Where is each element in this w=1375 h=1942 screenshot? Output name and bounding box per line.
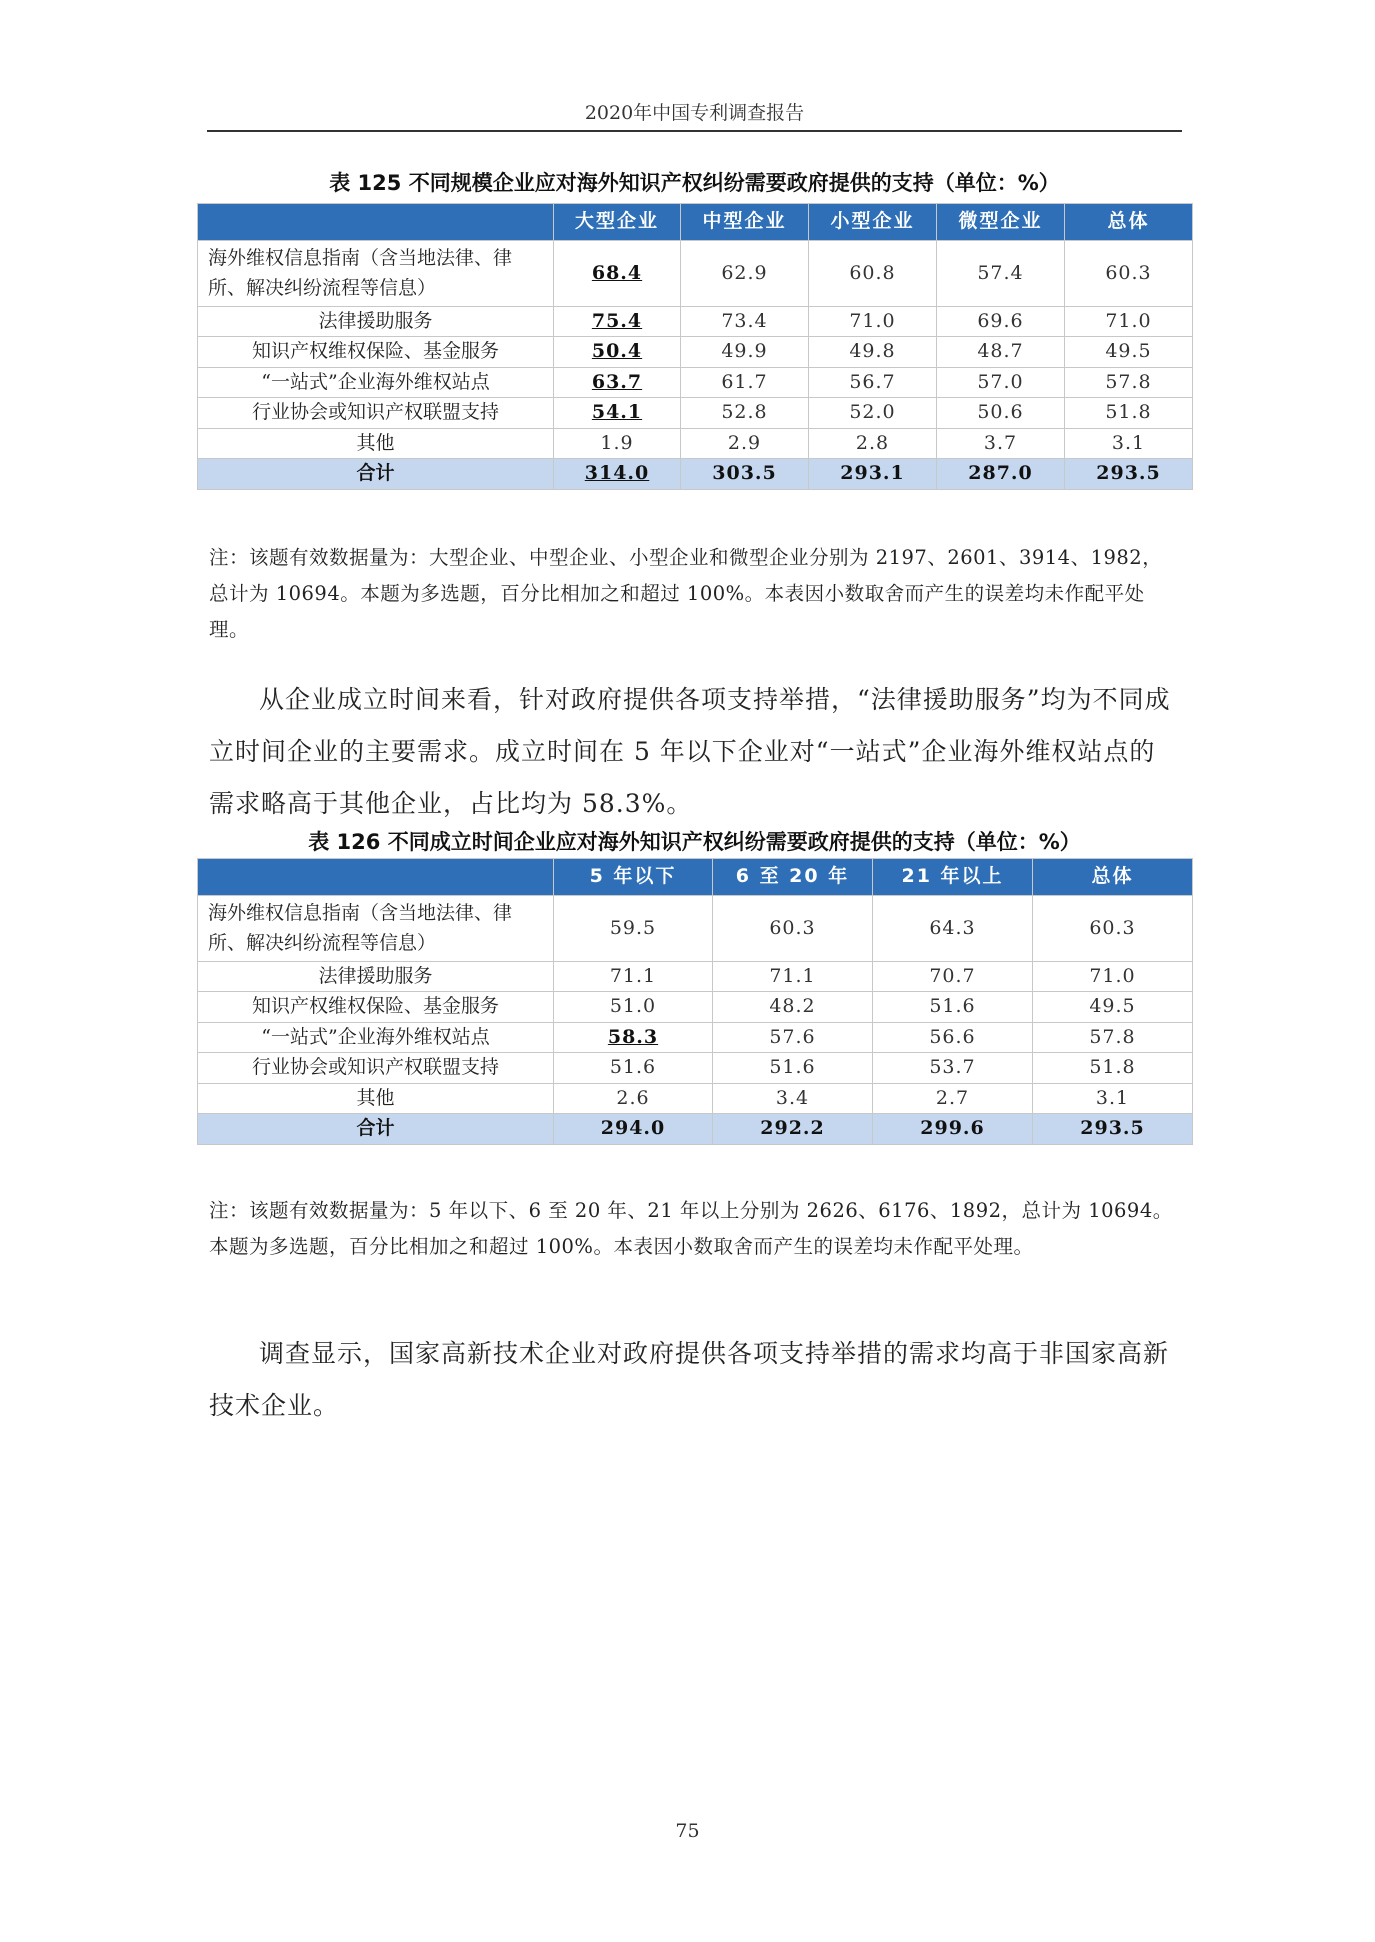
table-cell: 56.6 bbox=[873, 1022, 1033, 1052]
table-cell: 287.0 bbox=[937, 459, 1065, 489]
table-row bbox=[198, 896, 1193, 962]
table-126 bbox=[197, 858, 1193, 1145]
table-row bbox=[198, 241, 1193, 307]
row-label: 法律援助服务 bbox=[198, 962, 554, 992]
table-cell: 51.6 bbox=[713, 1053, 873, 1083]
table-cell: 51.8 bbox=[1033, 1053, 1193, 1083]
row-label: 法律援助服务 bbox=[198, 307, 554, 337]
table-cell: 299.6 bbox=[873, 1114, 1033, 1144]
table-cell: 3.4 bbox=[713, 1083, 873, 1113]
table-cell: 3.7 bbox=[937, 428, 1065, 458]
table-cell: 60.3 bbox=[1065, 241, 1193, 307]
table-row bbox=[198, 428, 1193, 458]
table-cell: 60.8 bbox=[809, 241, 937, 307]
table-row bbox=[198, 398, 1193, 428]
row-label: 其他 bbox=[198, 1083, 554, 1113]
table-row bbox=[198, 1022, 1193, 1052]
table-cell: 51.8 bbox=[1065, 398, 1193, 428]
column-header: 小型企业 bbox=[809, 204, 937, 241]
table-cell: 70.7 bbox=[873, 962, 1033, 992]
row-label: “一站式”企业海外维权站点 bbox=[198, 367, 554, 397]
table-cell: 292.2 bbox=[713, 1114, 873, 1144]
table-row bbox=[198, 367, 1193, 397]
table-cell: 303.5 bbox=[681, 459, 809, 489]
table-cell: 314.0 bbox=[554, 459, 681, 489]
row-label: 其他 bbox=[198, 428, 554, 458]
table-cell: 71.1 bbox=[713, 962, 873, 992]
column-header: 总体 bbox=[1065, 204, 1193, 241]
table-cell: 49.5 bbox=[1065, 337, 1193, 367]
column-header: 大型企业 bbox=[554, 204, 681, 241]
table-cell: 2.8 bbox=[809, 428, 937, 458]
table-cell: 51.6 bbox=[873, 992, 1033, 1022]
table-cell: 294.0 bbox=[554, 1114, 713, 1144]
table-row bbox=[198, 992, 1193, 1022]
table-cell: 71.0 bbox=[1065, 307, 1193, 337]
table-cell: 54.1 bbox=[554, 398, 681, 428]
column-header: 5 年以下 bbox=[554, 859, 713, 896]
column-header: 21 年以上 bbox=[873, 859, 1033, 896]
table-cell: 57.8 bbox=[1065, 367, 1193, 397]
table-cell: 293.5 bbox=[1065, 459, 1193, 489]
table-cell: 3.1 bbox=[1033, 1083, 1193, 1113]
table-cell: 49.9 bbox=[681, 337, 809, 367]
table-125-caption: 表 125 不同规模企业应对海外知识产权纠纷需要政府提供的支持（单位：%） bbox=[329, 171, 1060, 195]
table-cell: 2.9 bbox=[681, 428, 809, 458]
row-label: 合计 bbox=[198, 1114, 554, 1144]
table-cell: 59.5 bbox=[554, 896, 713, 962]
row-label: 知识产权维权保险、基金服务 bbox=[198, 337, 554, 367]
table-cell: 3.1 bbox=[1065, 428, 1193, 458]
table-cell: 75.4 bbox=[554, 307, 681, 337]
table-cell: 63.7 bbox=[554, 367, 681, 397]
table-cell: 49.8 bbox=[809, 337, 937, 367]
column-header: 中型企业 bbox=[681, 204, 809, 241]
total-row bbox=[198, 1114, 1193, 1144]
total-row bbox=[198, 459, 1193, 489]
table-cell: 48.7 bbox=[937, 337, 1065, 367]
table-header-blank bbox=[198, 859, 554, 896]
running-header: 2020年中国专利调查报告 bbox=[207, 96, 1182, 132]
table-cell: 56.7 bbox=[809, 367, 937, 397]
row-label: 海外维权信息指南（含当地法律、律所、解决纠纷流程等信息） bbox=[198, 241, 554, 307]
row-label: 行业协会或知识产权联盟支持 bbox=[198, 398, 554, 428]
table-cell: 64.3 bbox=[873, 896, 1033, 962]
table-cell: 57.0 bbox=[937, 367, 1065, 397]
table-cell: 48.2 bbox=[713, 992, 873, 1022]
column-header: 6 至 20 年 bbox=[713, 859, 873, 896]
table-cell: 51.6 bbox=[554, 1053, 713, 1083]
table-126-note: 注：该题有效数据量为：5 年以下、6 至 20 年、21 年以上分别为 2626、6176、1892，总计为 10694。本题为多选题，百分比相加之和超过 100%。本表因小数取舍而产生的误差均未作配平处理。 bbox=[209, 1199, 1173, 1258]
row-label: “一站式”企业海外维权站点 bbox=[198, 1022, 554, 1052]
table-row bbox=[198, 1083, 1193, 1113]
table-row bbox=[198, 337, 1193, 367]
table-cell: 60.3 bbox=[1033, 896, 1193, 962]
table-row bbox=[198, 1053, 1193, 1083]
table-cell: 57.8 bbox=[1033, 1022, 1193, 1052]
table-cell: 52.0 bbox=[809, 398, 937, 428]
column-header: 微型企业 bbox=[937, 204, 1065, 241]
table-cell: 49.5 bbox=[1033, 992, 1193, 1022]
body-paragraph-2: 调查显示，国家高新技术企业对政府提供各项支持举措的需求均高于非国家高新技术企业。 bbox=[209, 1339, 1170, 1420]
table-cell: 293.1 bbox=[809, 459, 937, 489]
table-cell: 71.0 bbox=[809, 307, 937, 337]
table-cell: 2.7 bbox=[873, 1083, 1033, 1113]
table-cell: 62.9 bbox=[681, 241, 809, 307]
table-cell: 53.7 bbox=[873, 1053, 1033, 1083]
table-cell: 57.4 bbox=[937, 241, 1065, 307]
table-cell: 71.1 bbox=[554, 962, 713, 992]
table-126-caption: 表 126 不同成立时间企业应对海外知识产权纠纷需要政府提供的支持（单位：%） bbox=[308, 830, 1081, 854]
table-cell: 68.4 bbox=[554, 241, 681, 307]
table-row bbox=[198, 962, 1193, 992]
row-label: 合计 bbox=[198, 459, 554, 489]
table-cell: 71.0 bbox=[1033, 962, 1193, 992]
row-label: 知识产权维权保险、基金服务 bbox=[198, 992, 554, 1022]
table-cell: 1.9 bbox=[554, 428, 681, 458]
table-row bbox=[198, 307, 1193, 337]
table-cell: 52.8 bbox=[681, 398, 809, 428]
table-cell: 60.3 bbox=[713, 896, 873, 962]
table-cell: 293.5 bbox=[1033, 1114, 1193, 1144]
table-cell: 51.0 bbox=[554, 992, 713, 1022]
table-cell: 57.6 bbox=[713, 1022, 873, 1052]
column-header: 总体 bbox=[1033, 859, 1193, 896]
row-label: 海外维权信息指南（含当地法律、律所、解决纠纷流程等信息） bbox=[198, 896, 554, 962]
table-cell: 73.4 bbox=[681, 307, 809, 337]
table-125-note: 注：该题有效数据量为：大型企业、中型企业、小型企业和微型企业分别为 2197、2601、3914、1982，总计为 10694。本题为多选题，百分比相加之和超过 100%。本表因小数取舍而产生的误差均未作配平处理。 bbox=[209, 546, 1163, 641]
body-paragraph-1: 从企业成立时间来看，针对政府提供各项支持举措，“法律援助服务”均为不同成立时间企业的主要需求。成立时间在 5 年以下企业对“一站式”企业海外维权站点的需求略高于其他企业，占比均为 58.3%。 bbox=[209, 685, 1171, 818]
table-cell: 58.3 bbox=[554, 1022, 713, 1052]
table-cell: 50.6 bbox=[937, 398, 1065, 428]
table-cell: 50.4 bbox=[554, 337, 681, 367]
table-header-blank bbox=[198, 204, 554, 241]
table-cell: 61.7 bbox=[681, 367, 809, 397]
row-label: 行业协会或知识产权联盟支持 bbox=[198, 1053, 554, 1083]
table-125 bbox=[197, 203, 1193, 490]
table-cell: 69.6 bbox=[937, 307, 1065, 337]
page-number: 75 bbox=[675, 1820, 700, 1842]
table-cell: 2.6 bbox=[554, 1083, 713, 1113]
